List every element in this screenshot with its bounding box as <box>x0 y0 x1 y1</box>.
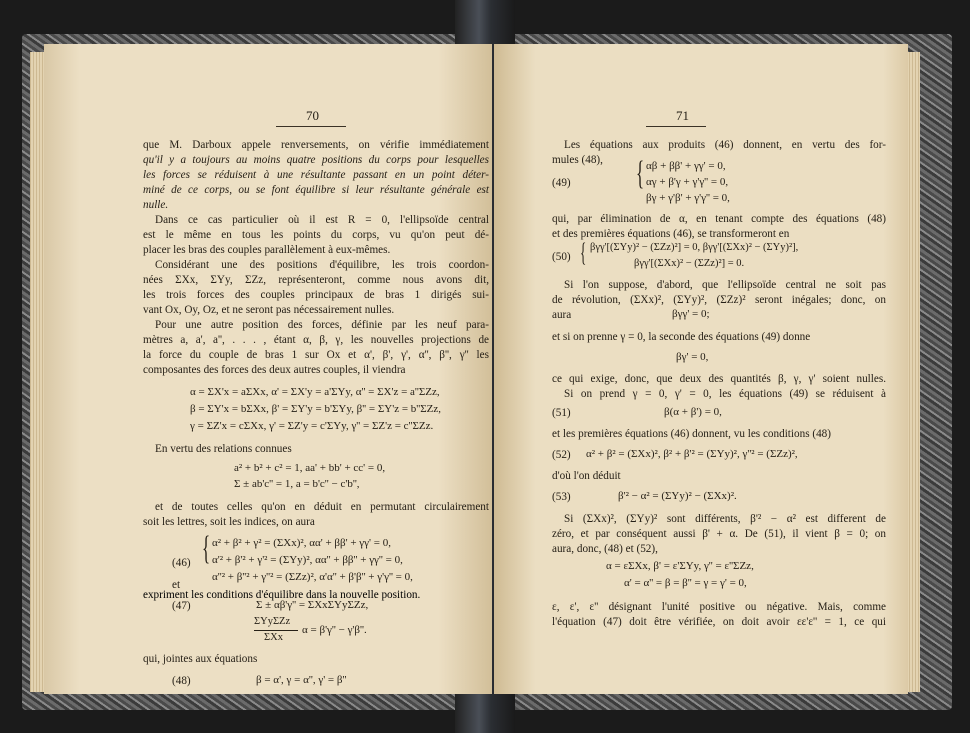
qui-line: qui, jointes aux équations <box>143 653 258 665</box>
eq-bgg: βγγ' = 0; <box>672 308 710 320</box>
right-page-edges <box>906 52 920 692</box>
eq49-brace: { <box>636 155 645 192</box>
eq47-rhs: α = β'γ'' − γ'β''. <box>302 624 367 636</box>
r-intro-line-1: Les équations aux produits (46) donnent, en vertu des for- <box>564 139 886 151</box>
eq-bg: βγ' = 0, <box>676 351 709 363</box>
para2-line-1: Dans ce cas particulier où il est R = 0, l'ellipsoïde central <box>155 214 489 226</box>
eq47-line-1: Σ ± αβ'γ'' = ΣXxΣYyΣZz, <box>256 599 369 611</box>
eq46-line-1: α² + β² + γ² = (ΣXx)², αα' + ββ' + γγ' = 0, <box>212 537 391 549</box>
r-para7-line-3: aura, donc, (48) et (52), <box>552 543 658 555</box>
relations-line-1: a² + b² + c² = 1, aa' + bb' + cc' = 0, <box>234 462 386 474</box>
r-para7-line-2: zéro, et par conséquent aussi β' + α. De (51), il vient β = 0; on <box>552 528 886 540</box>
r-para7-line-1: Si (ΣXx)², (ΣYy)² sont différents, β'² − α² est different de <box>564 513 886 525</box>
r-para6: et les premières équations (46) donnent, vu les conditions (48) <box>552 428 831 440</box>
eq50-label: (50) <box>552 251 571 263</box>
eq51-line: β(α + β') = 0, <box>664 406 722 418</box>
eq53-line: β'² − α² = (ΣYy)² − (ΣXx)². <box>618 490 737 502</box>
eq46-brace: { <box>202 530 211 567</box>
eq46-label: (46) <box>172 557 191 569</box>
left-page-edges <box>30 52 44 692</box>
para3-line-3: les trois forces des couples principaux de bras 1 dirigés sui- <box>143 289 489 301</box>
intro-line-4: miné de ce corps, ou se font équilibre si leur résultante générale est <box>143 184 489 196</box>
para3-line-4: vant Ox, Oy, Oz, et ne seront pas nécessairement nulles. <box>143 304 395 316</box>
eq50-brace: { <box>580 238 587 267</box>
eq47-label: (47) <box>172 600 191 612</box>
r-para3-line-2: de révolution, (ΣXx)², (ΣYy)², (ΣZz)² seront inégales; donc, on <box>552 294 886 306</box>
r-intro-line-2: mules (48), <box>552 154 603 166</box>
r-para5-line-1: ce qui exige, donc, que deux des quantités β, γ, γ' soient nulles. <box>552 373 886 385</box>
eq46-line-3: α''² + β''² + γ''² = (ΣZz)², α'α'' + β'β'' + γ'γ'' = 0, <box>212 571 413 583</box>
eq47-denominator: ΣXx <box>264 632 283 643</box>
et-word: et <box>172 579 181 591</box>
para2-line-3: placer les bras des couples parallèlement à eux-mêmes. <box>143 244 391 256</box>
system1-line-3: γ = ΣZ'x = cΣXx, γ' = ΣZ'y = c'ΣYy, γ'' = ΣZ'z = c''ΣZz. <box>190 420 434 432</box>
para3-line-2: nées ΣXx, ΣYy, ΣZz, représenteront, comme nous avons dit, <box>143 274 489 286</box>
para4-line-2: mètres a, a', a'', . . . , étant α, β, γ, les nouvelles projections de <box>143 334 489 346</box>
eq50-line-2: βγγ'[(ΣXx)² − (ΣZz)²] = 0. <box>634 258 745 269</box>
relations-intro: En vertu des relations connues <box>155 443 292 455</box>
r-para4: et si on prenne γ = 0, la seconde des équations (49) donne <box>552 331 811 343</box>
intro-line-3: les forces se réduisent à une résultante passant en un point déter- <box>143 169 489 181</box>
system1-line-2: β = ΣY'x = bΣXx, β' = ΣY'y = b'ΣYy, β'' = ΣY'z = b''ΣZz, <box>190 403 442 415</box>
para4-line-1: Pour une autre position des forces, définie par les neuf para- <box>155 319 489 331</box>
para3-line-1: Considérant une des positions d'équilibre, les trois coordon- <box>155 259 489 271</box>
para2-line-2: est le même en tous les points du corps, vu qu'on peut dé- <box>143 229 489 241</box>
para5-line-1: et de toutes celles qu'on en déduit en permutant circulairement <box>155 501 489 513</box>
r-para2-line-2: et des premières équations (46), se transformeront en <box>552 228 790 240</box>
page-number-right: 71 <box>676 108 689 123</box>
system1-line-1: α = ΣX'x = aΣXx, α' = ΣX'y = a'ΣYy, α'' = ΣX'z = a''ΣZz, <box>190 386 440 398</box>
r-para5-line-2: Si on prend γ = 0, γ' = 0, les équations (49) se réduisent à <box>564 388 886 400</box>
r-para3-line-3: aura <box>552 309 572 321</box>
eq47-fraction-bar <box>254 630 298 631</box>
eq47-numerator: ΣYyΣZz <box>254 616 291 627</box>
eq52-line: α² + β² = (ΣXx)², β² + β'² = (ΣYy)², γ''² = (ΣZz)², <box>586 448 798 460</box>
para4-line-4: composantes des forces des deux autres couples, il viendra <box>143 364 406 376</box>
eq50-line-1: βγγ'[(ΣYy)² − (ΣZz)²] = 0, βγγ'[(ΣXx)² − (ΣYy)²], <box>590 242 799 253</box>
para5-line-2: soit les lettres, soit les indices, on aura <box>143 516 315 528</box>
r-para2-line-1: qui, par élimination de α, en tenant compte des équations (48) <box>552 213 886 225</box>
relations-line-2: Σ ± ab'c'' = 1, a = b'c'' − c'b'', <box>234 478 360 490</box>
eq49-line-1: αβ + ββ' + γγ' = 0, <box>646 160 726 172</box>
page-number-left: 70 <box>306 108 319 123</box>
eq46-line-2: α'² + β'² + γ'² = (ΣYy)², αα'' + ββ'' + γγ'' = 0, <box>212 554 403 566</box>
eq53-label: (53) <box>552 491 571 503</box>
final-eq-line-2: α' = α'' = β = β'' = γ = γ' = 0, <box>624 577 747 589</box>
eq48-label: (48) <box>172 675 191 687</box>
right-page <box>494 44 908 694</box>
header-rule-left <box>276 126 346 127</box>
intro-line-2: qu'il y a toujours au moins quatre positions du corps pour lesquelles <box>143 154 489 166</box>
eq51-label: (51) <box>552 407 571 419</box>
eq49-label: (49) <box>552 177 571 189</box>
intro-line-5: nulle. <box>143 199 169 211</box>
r-para3-line-1: Si l'on suppose, d'abord, que l'ellipsoïde central ne soit pas <box>564 279 886 291</box>
left-last-line: expriment les conditions d'équilibre dans la nouvelle position. <box>143 589 421 601</box>
eq49-line-2: αγ + β'γ + γ'γ'' = 0, <box>646 176 729 188</box>
r-para8-line-1: ε, ε', ε'' désignant l'unité positive ou négative. Mais, comme <box>552 601 886 613</box>
r-dou: d'où l'on déduit <box>552 470 621 482</box>
eq52-label: (52) <box>552 449 571 461</box>
intro-line-1: que M. Darboux appele renversements, on vérifie immédiatement <box>143 139 489 151</box>
final-eq-line-1: α = εΣXx, β' = ε'ΣYy, γ'' = ε''ΣZz, <box>606 560 754 572</box>
r-para8-line-2: l'équation (47) doit être vérifiée, on doit avoir εε'ε'' = 1, ce qui <box>552 616 886 628</box>
header-rule-right <box>646 126 706 127</box>
eq48-line: β = α', γ = α'', γ' = β'' <box>256 674 347 686</box>
para4-line-3: la force du couple de bras 1 sur Ox et α', β', γ', α'', β'', γ'' les <box>143 349 489 361</box>
eq49-line-3: βγ + γ'β' + γ'γ'' = 0, <box>646 192 730 204</box>
